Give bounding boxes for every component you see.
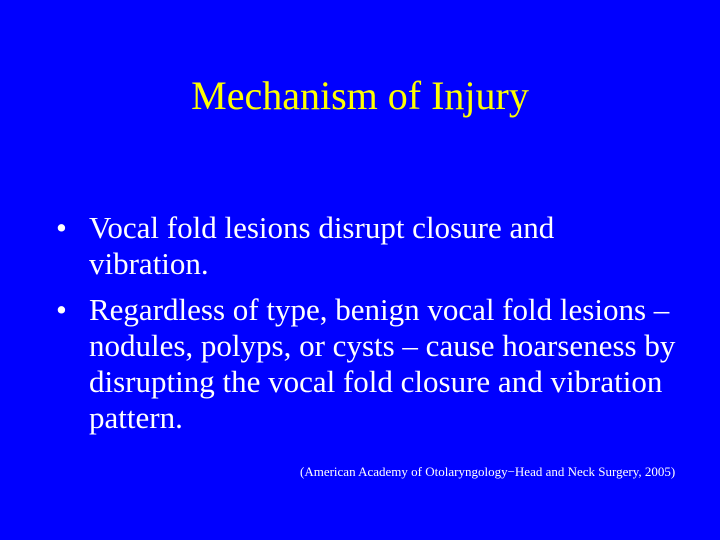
bullet-dot-icon: • [56,292,67,327]
slide-title: Mechanism of Injury [191,73,529,118]
bullet-text: Regardless of type, benign vocal fold lesions – nodules, polyps, or cysts – cause hoarseness by disrupting the vocal fold closure and vibration pattern. [89,292,676,435]
citation: (American Academy of Otolaryngology−Head and Neck Surgery, 2005) [300,464,676,479]
bullet-item [56,210,676,282]
bullet-list [56,210,676,446]
bullet-dot-icon: • [56,210,67,245]
bullet-text: Vocal fold lesions disrupt closure and vibration. [89,210,555,281]
bullet-item [56,292,676,436]
